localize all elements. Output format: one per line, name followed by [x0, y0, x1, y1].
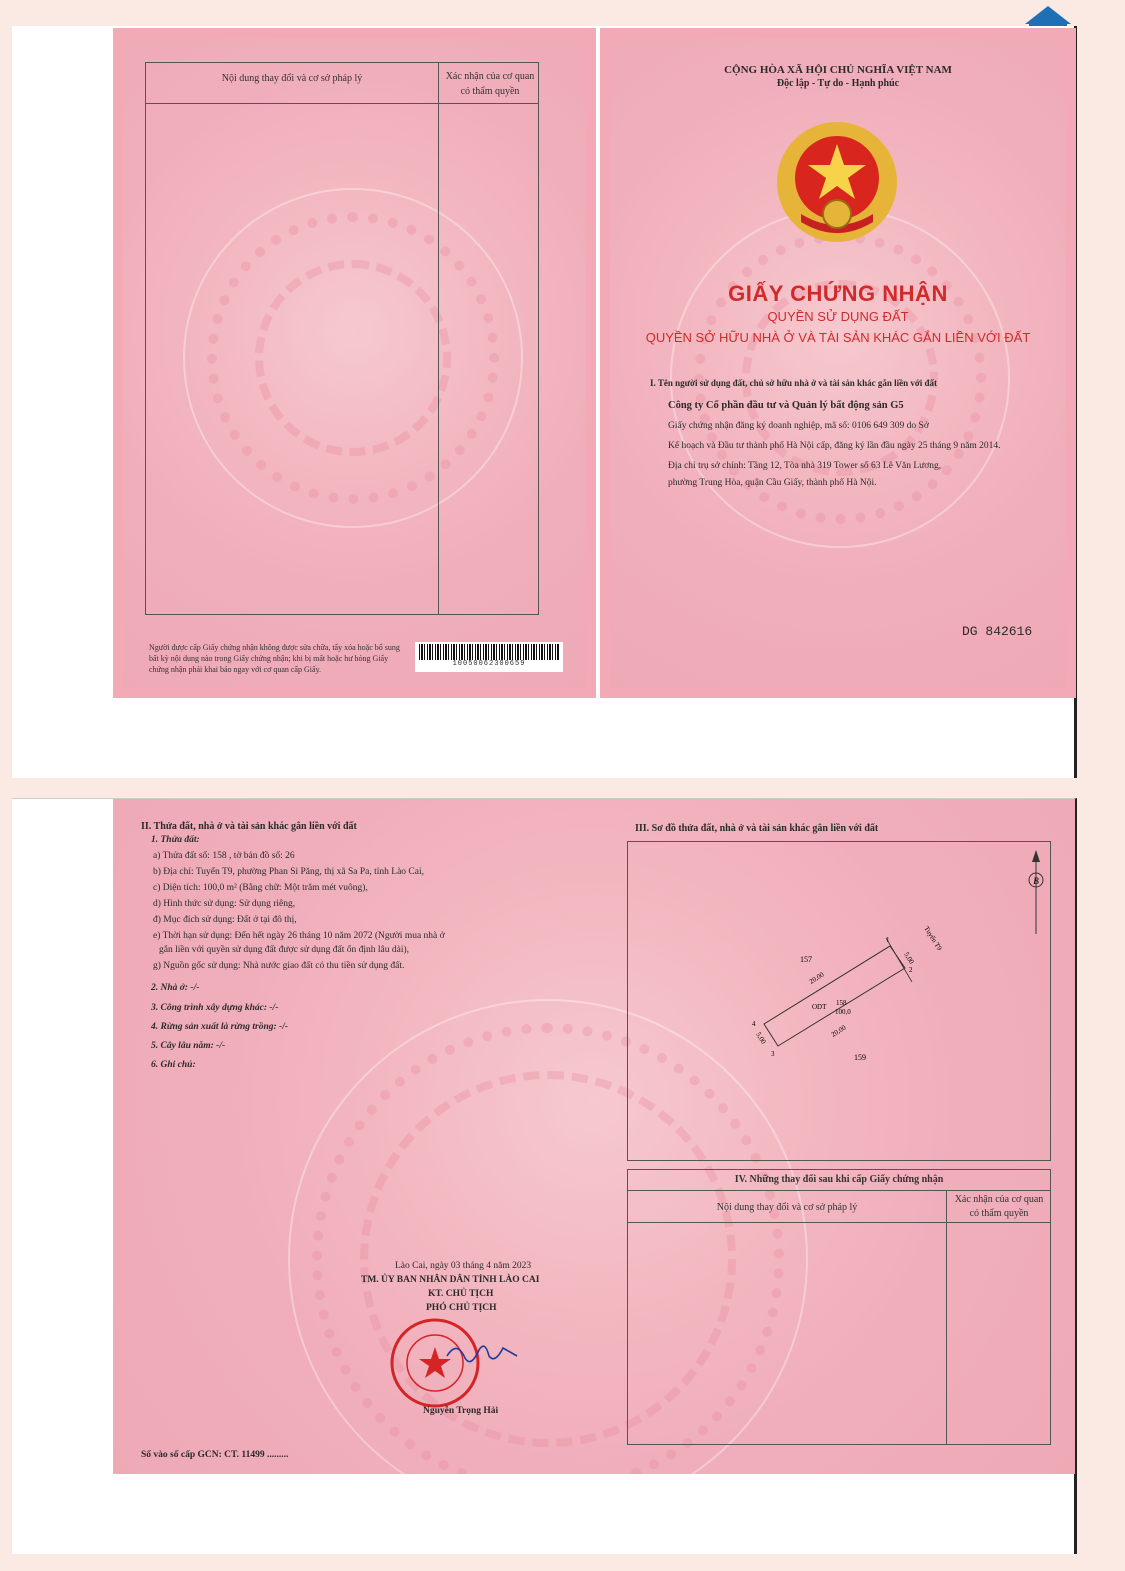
section4-col-right-header: Xác nhận của cơ quan có thẩm quyền [954, 1194, 1044, 1219]
item-1: 1. Thửa đất: [151, 835, 200, 845]
section2-heading: II. Thửa đất, nhà ở và tài sản khác gắn liền với đất [141, 821, 357, 832]
parcel-area: 100,0 [835, 1008, 851, 1016]
item-6: 6. Ghi chú: [151, 1060, 196, 1070]
barcode-number: 10050062300659 [452, 660, 526, 668]
width-right: 5,00 [902, 950, 916, 966]
item-b: b) Địa chỉ: Tuyến T9, phường Phan Si Păng, thị xã Sa Pa, tỉnh Lào Cai, [153, 867, 424, 877]
neighbor-parcel-157: 157 [800, 955, 812, 964]
owner-detail-line-2: Kế hoạch và Đầu tư thành phố Hà Nội cấp, đăng ký lần đầu ngày 25 tháng 9 năm 2014. [668, 441, 1001, 451]
certificate-back-cover [113, 28, 596, 698]
section3-heading: III. Sơ đồ thửa đất, nhà ở và tài sản khác gắn liền với đất [635, 823, 879, 834]
serial-number: DG 842616 [962, 624, 1033, 639]
certificate-subtitle-1: QUYỀN SỬ DỤNG ĐẤT [767, 309, 909, 324]
length-top: 20,00 [807, 970, 826, 986]
vertex-3: 3 [771, 1050, 775, 1058]
signing-place-date: Lào Cai, ngày 03 tháng 4 năm 2023 [395, 1261, 532, 1271]
item-4: 4. Rừng sản xuất là rừng trồng: -/- [151, 1022, 289, 1032]
register-number: Số vào số cấp GCN: CT. 11499 ......... [141, 1450, 289, 1460]
parcel-map-frame [627, 841, 1051, 1161]
road-name: Tuyến T9 [922, 924, 944, 952]
parcel-number: 158 [836, 999, 847, 1007]
item-5: 5. Cây lâu năm: -/- [151, 1041, 226, 1051]
signature [443, 1334, 523, 1374]
neighbor-parcel-159: 159 [854, 1053, 866, 1062]
land-code: ODT [812, 1003, 827, 1011]
item-e-cont: gắn liền với quyền sử dụng đất được sử dụng đất ổn định lâu dài), [159, 945, 410, 955]
owner-detail-line-4: phường Trung Hòa, quận Cầu Giấy, thành phố Hà Nội. [668, 478, 877, 488]
issuing-authority: TM. ỦY BAN NHÂN DÂN TỈNH LÀO CAI [361, 1275, 540, 1285]
owner-name: Công ty Cổ phần đầu tư và Quản lý bất động sản G5 [668, 400, 904, 411]
item-d: d) Hình thức sử dụng: Sử dụng riêng, [153, 899, 296, 909]
changes-col-right-header: Xác nhận của cơ quan có thẩm quyền [445, 71, 535, 97]
certificate-subtitle-2: QUYỀN SỞ HỮU NHÀ Ở VÀ TÀI SẢN KHÁC GẮN LIỀN VỚI ĐẤT [645, 330, 1031, 345]
vertex-1: 1 [886, 936, 890, 944]
vertex-2: 2 [909, 966, 913, 974]
position-title: PHÓ CHỦ TỊCH [426, 1303, 497, 1313]
notice-text: Người được cấp Giấy chứng nhận không được sửa chữa, tẩy xóa hoặc bổ sung bất kỳ nội dung nào trong Giấy chứng nhận; khi bị mất hoặc hư hỏng Giấy chứng nhận phải khai báo ngay với cơ quan cấp Giấy. [149, 643, 400, 675]
item-e: e) Thời hạn sử dụng: Đến hết ngày 26 tháng 10 năm 2072 (Người mua nhà ở [153, 931, 445, 941]
country-name: CỘNG HÒA XÃ HỘI CHỦ NGHĨA VIỆT NAM [724, 64, 952, 76]
certificate-title: GIẤY CHỨNG NHẬN [728, 281, 948, 306]
length-bottom: 20,00 [829, 1023, 848, 1039]
item-dd: đ) Mục đích sử dụng: Đất ở tại đô thị, [153, 915, 297, 925]
owner-detail-line-3: Địa chỉ trụ sở chính: Tầng 12, Tòa nhà 319 Tower số 63 Lê Văn Lương, [668, 461, 942, 471]
width-left: 5,00 [754, 1030, 768, 1046]
owner-detail-line-1: Giấy chứng nhận đăng ký doanh nghiệp, mã số: 0106 649 309 do Sở [668, 421, 929, 431]
certificate-inner-pages [113, 799, 1075, 1474]
item-c: c) Diện tích: 100,0 m² (Bằng chữ: Một trăm mét vuông), [153, 883, 368, 893]
kt-title: KT. CHỦ TỊCH [428, 1289, 494, 1299]
item-2: 2. Nhà ở: -/- [151, 983, 200, 993]
national-motto: Độc lập - Tự do - Hạnh phúc [776, 78, 900, 89]
parcel-map [628, 842, 1050, 1160]
certificate-front-cover [600, 28, 1076, 698]
changes-after-issue-table [627, 1169, 1051, 1445]
changes-table [145, 62, 539, 615]
item-g: g) Nguồn gốc sử dụng: Nhà nước giao đất có thu tiền sử dụng đất. [153, 961, 405, 971]
vertex-4: 4 [752, 1020, 756, 1028]
section1-heading: I. Tên người sử dụng đất, chủ sở hữu nhà ở và tài sản khác gắn liền với đất [650, 378, 938, 388]
item-a: a) Thửa đất số: 158 , tờ bản đồ số: 26 [153, 851, 295, 861]
changes-col-left-header: Nội dung thay đổi và cơ sở pháp lý [221, 73, 363, 84]
national-emblem-icon [773, 118, 901, 246]
north-label: B [1033, 876, 1039, 886]
section4-col-left-header: Nội dung thay đổi và cơ sở pháp lý [716, 1202, 858, 1213]
signer-name: Nguyễn Trọng Hải [423, 1406, 499, 1416]
barcode [415, 642, 563, 672]
section4-heading: IV. Những thay đổi sau khi cấp Giấy chứng nhận [734, 1174, 944, 1185]
item-3: 3. Công trình xây dựng khác: -/- [151, 1003, 279, 1013]
